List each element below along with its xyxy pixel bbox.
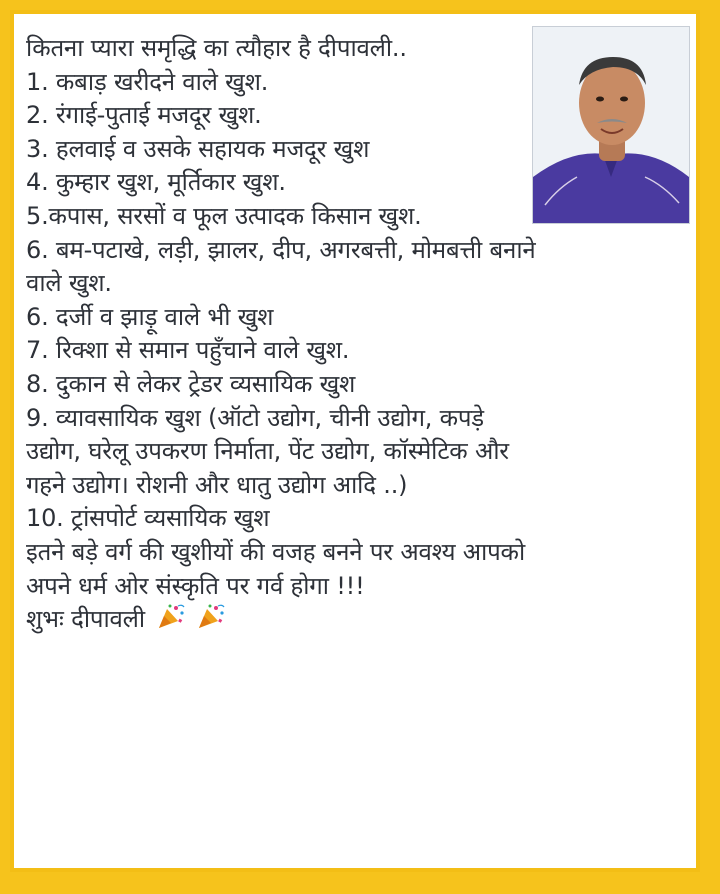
message-line: 2. रंगाई-पुताई मजदूर खुश. [26, 101, 262, 130]
party-popper-icon [156, 603, 186, 631]
message-line: 10. ट्रांसपोर्ट व्यसायिक खुश [26, 504, 270, 533]
message-line: 3. हलवाई व उसके सहायक मजदूर खुश [26, 134, 370, 163]
post-card [10, 10, 700, 872]
message-line: उद्योग, घरेलू उपकरण निर्माता, पेंट उद्योग, कॉस्मेटिक और [26, 437, 509, 466]
message-line: 1. कबाड़ खरीदने वाले खुश. [26, 67, 269, 96]
diwali-message [26, 32, 702, 637]
message-line: 5.कपास, सरसों व फूल उत्पादक किसान खुश. [26, 201, 422, 230]
message-line: 6. बम-पटाखे, लड़ी, झालर, दीप, अगरबत्ती, मोमबत्ती बनाने [26, 235, 536, 264]
message-line: अपने धर्म ओर संस्कृति पर गर्व होगा !!! [26, 571, 365, 600]
message-line: वाले खुश. [26, 269, 112, 298]
message-line: 9. व्यावसायिक खुश (ऑटो उद्योग, चीनी उद्योग, कपड़े [26, 403, 484, 432]
message-title: कितना प्यारा समृद्धि का त्यौहार है दीपावली.. [26, 34, 407, 62]
party-popper-icon [196, 603, 226, 631]
message-line: 7. रिक्शा से समान पहुँचाने वाले खुश. [26, 336, 350, 365]
message-line: 6. दर्जी व झाड़ू वाले भी खुश [26, 302, 274, 331]
message-line: गहने उद्योग। रोशनी और धातु उद्योग आदि ..) [26, 470, 408, 499]
greeting-text: शुभः दीपावली [26, 605, 145, 634]
message-line: इतने बड़े वर्ग की खुशीयों की वजह बनने पर अवश्य आपको [26, 537, 525, 566]
greeting-line [26, 603, 702, 637]
message-line: 4. कुम्हार खुश, मूर्तिकार खुश. [26, 168, 286, 197]
message-line: 8. दुकान से लेकर ट्रेडर व्यसायिक खुश [26, 369, 356, 398]
